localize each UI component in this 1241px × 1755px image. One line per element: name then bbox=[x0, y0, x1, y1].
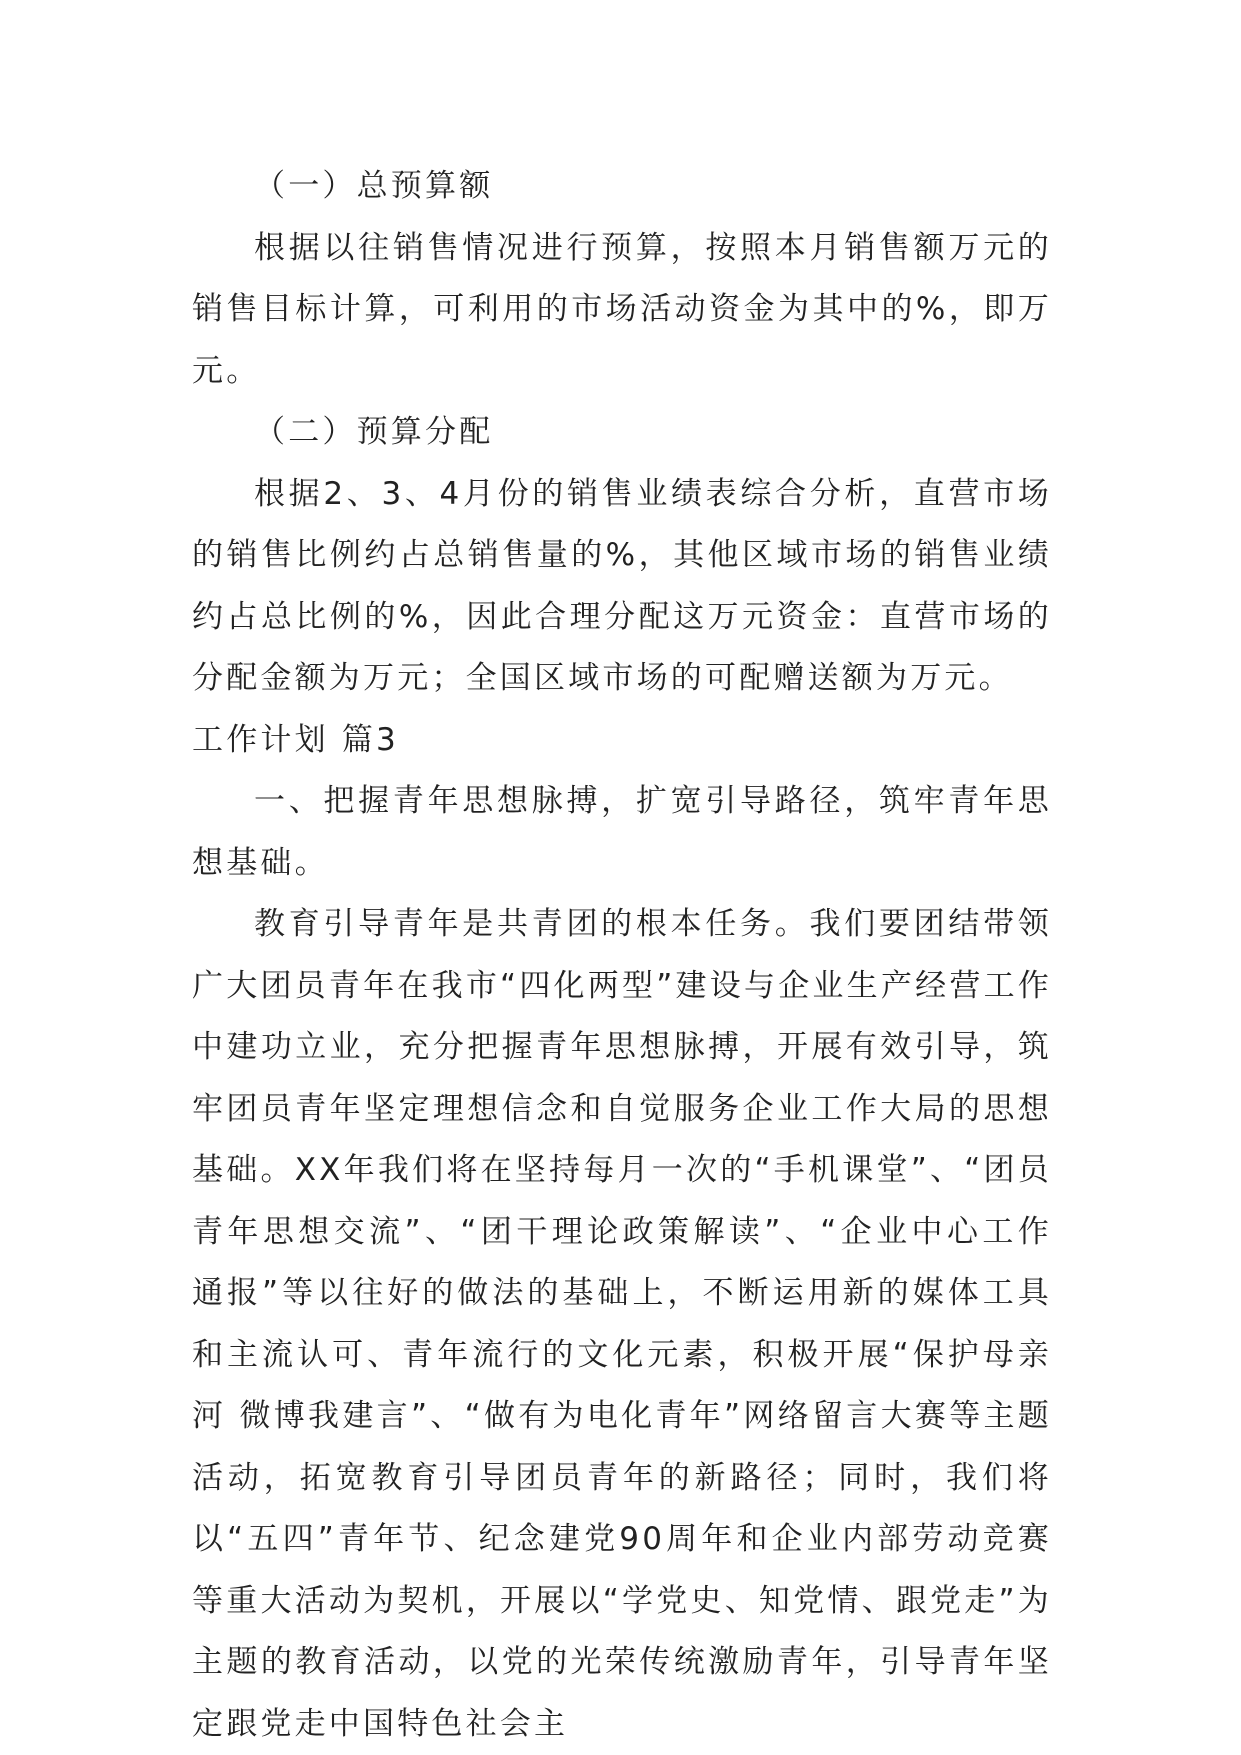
subheading-total-budget: （一）总预算额 bbox=[254, 168, 494, 204]
paragraph-youth-education: 教育引导青年是共青团的根本任务。我们要团结带领广大团员青年在我市“四化两型”建设与企业生产经营工作中建功立业，充分把握青年思想脉搏，开展有效引导，筑牢团员青年坚定理想信念和自觉服务企业工作大局的思想基础。XX年我们将在坚持每月一次的“手机课堂”、“团员青年思想交流”、“团干理论政策解读”、“企业中心工作通报”等以往好的做法的基础上，不断运用新的媒体工具和主流认可、青年流行的文化元素，积极开展“保护母亲河 微博我建言”、“做有为电化青年”网络留言大赛等主题活动，拓宽教育引导团员青年的新路径；同时，我们将以“五四”青年节、纪念建党90周年和企业内部劳动竞赛等重大活动为契机，开展以“学党史、知党情、跟党走”为主题的教育活动，以党的光荣传统激励青年，引导青年坚定跟党走中国特色社会主 bbox=[192, 906, 1052, 1742]
subheading-budget-allocation: （二）预算分配 bbox=[254, 414, 494, 450]
section-title-work-plan: 工作计划 篇3 bbox=[192, 721, 399, 758]
paragraph-budget-basis: 根据以往销售情况进行预算，按照本月销售额万元的销售目标计算，可利用的市场活动资金为其中的%，即万元。 bbox=[192, 229, 1052, 389]
paragraph-point-one: 一、把握青年思想脉搏，扩宽引导路径，筑牢青年思想基础。 bbox=[192, 783, 1052, 881]
document-body bbox=[192, 156, 1052, 1755]
paragraph-allocation-analysis: 根据2、3、4月份的销售业绩表综合分析，直营市场的销售比例约占总销售量的%，其他区域市场的销售业绩约占总比例的%，因此合理分配这万元资金：直营市场的分配金额为万元；全国区域市场的可配赠送额为万元。 bbox=[192, 475, 1052, 696]
